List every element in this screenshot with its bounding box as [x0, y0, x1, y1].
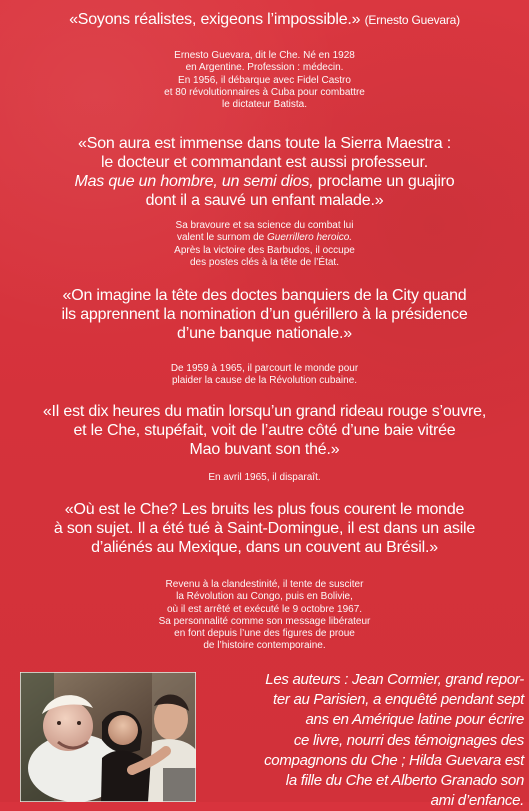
authors-line: Les auteurs : Jean Cormier, grand repor-: [265, 671, 524, 688]
bio-line: Revenu à la clandestinité, il tente de susciter: [165, 579, 364, 590]
authors-line: ce livre, nourri des témoignages des: [293, 731, 524, 749]
quote-line: dont il a sauvé un enfant malade.»: [145, 192, 384, 209]
biography-paragraph-2: [0, 220, 529, 269]
bio-line: En avril 1965, il disparaît.: [208, 472, 321, 483]
quote-mao: [0, 402, 529, 459]
opening-quote-line: [0, 10, 529, 30]
quote-line: «Il est dix heures du matin lorsqu’un grand rideau rouge s’ouvre,: [42, 403, 487, 420]
bio-line: la Révolution au Congo, puis en Bolivie,: [176, 591, 353, 603]
biography-paragraph-5: [0, 579, 529, 653]
quote-line: «Où est le Che? Les bruits les plus fous courent le monde: [64, 501, 465, 518]
quote-line: et le Che, stupéfait, voit de l’autre côté d’une baie vitrée: [73, 422, 456, 439]
bio-line: En 1956, il débarque avec Fidel Castro: [178, 74, 351, 86]
authors-line: compagnons du Che ; Hilda Guevara est: [264, 751, 524, 769]
biography-paragraph-4: [0, 472, 529, 484]
biography-paragraph-1: [0, 50, 529, 111]
authors-photo-illustration: [20, 672, 196, 802]
spanish-quote-text: Mas que un hombre, un semi dios,: [74, 173, 314, 190]
bio-line: le dictateur Batista.: [221, 99, 308, 111]
authors-description: [204, 670, 524, 811]
opening-quote-author: (Ernesto Guevara): [364, 13, 460, 27]
quote-city-bankers: [0, 286, 529, 343]
quote-line: ils apprennent la nomination d’un guérillero à la présidence: [61, 306, 468, 323]
bio-line: Après la victoire des Barbudos, il occupe: [174, 244, 355, 256]
quote-line: le docteur et commandant est aussi professeur.: [101, 154, 428, 171]
authors-line: ans en Amérique latine pour écrire: [305, 711, 524, 729]
bio-line: de l’histoire contemporaine.: [203, 640, 326, 652]
quote-line: d’une banque nationale.»: [177, 325, 352, 342]
quote-line: «On imagine la tête des doctes banquiers de la City quand: [62, 287, 467, 304]
bio-line: en font depuis l’une des figures de proue: [174, 628, 355, 640]
quote-line-continuation: proclame un guajiro: [317, 173, 455, 190]
bio-line: De 1959 à 1965, il parcourt le monde pour: [170, 363, 359, 374]
opening-quote-text: «Soyons réalistes, exigeons l’impossible.»: [69, 11, 361, 28]
biography-paragraph-3: [0, 363, 529, 388]
quote-where-is-che: [0, 500, 529, 557]
authors-line: ami d’enfance.: [430, 792, 524, 810]
bio-line: en Argentine. Profession : médecin.: [185, 62, 344, 74]
authors-photo: [20, 672, 196, 802]
authors-line: ter au Parisien, a enquêté pendant sept: [273, 691, 524, 709]
bio-line: et 80 révolutionnaires à Cuba pour combattre: [164, 86, 365, 98]
bio-line: [0, 232, 529, 244]
quote-line: Mao buvant son thé.»: [189, 441, 340, 458]
bio-line: des postes clés à la tête de l’État.: [190, 256, 339, 268]
quote-line: à son sujet. Il a été tué à Saint-Domingue, il est dans un asile: [53, 520, 476, 537]
quote-sierra-maestra: [0, 134, 529, 210]
quote-line: «Son aura est immense dans toute la Sierra Maestra :: [78, 135, 451, 152]
bio-line: Sa bravoure et sa science du combat lui: [175, 220, 354, 231]
quote-line: [0, 172, 529, 191]
authors-line: la fille du Che et Alberto Granado son: [285, 772, 524, 790]
opening-quote: [0, 10, 529, 30]
bio-line: où il est arrêté et exécuté le 9 octobre 1967.: [166, 603, 363, 615]
bio-text: valent le surnom de: [176, 232, 265, 244]
nickname-text: Guerrillero heroico.: [267, 232, 353, 244]
bio-line: Ernesto Guevara, dit le Che. Né en 1928: [174, 50, 355, 61]
bio-line: Sa personnalité comme son message libérateur: [158, 615, 371, 627]
bio-line: plaider la cause de la Révolution cubaine.: [171, 375, 358, 387]
quote-line: d’aliénés au Mexique, dans un couvent au Brésil.»: [91, 539, 438, 556]
